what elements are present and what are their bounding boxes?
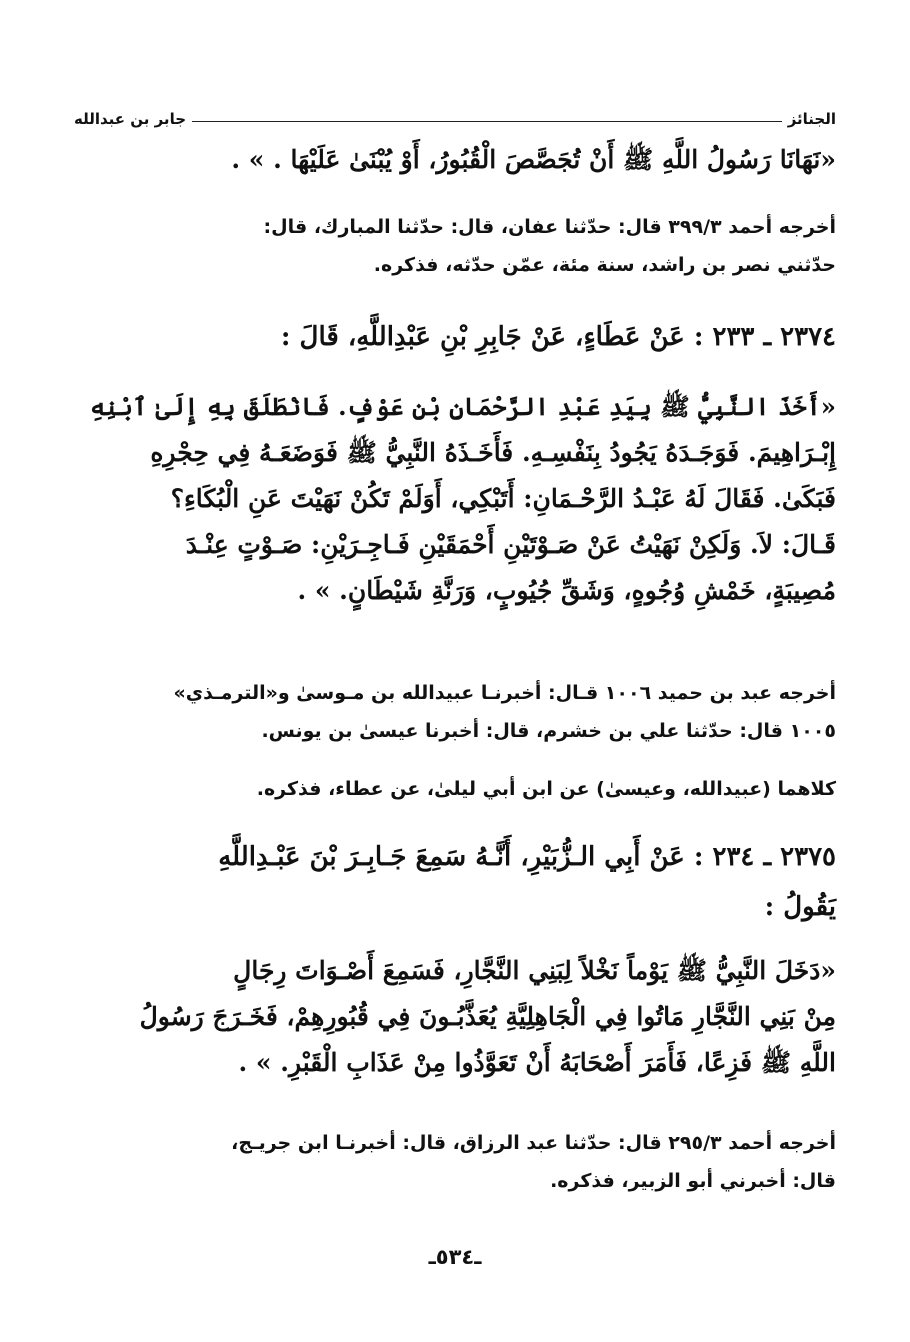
section-title: الجنائز [787,110,836,128]
text-line: مِنْ بَنِي النَّجَّارِ مَاتُوا فِي الْجَاهِلِيَّةِ يُعَذَّبُـونَ فِي قُبُورِهِمْ، فَخَـرَجَ رَسُولُ [139,1002,836,1031]
text-line: ٢٣٧٤ ـ ٢٣٣ : عَنْ عَطَاءٍ، عَنْ جَابِرِ بْنِ عَبْدِاللَّهِ، قَالَ : [280,322,836,352]
hadith-2375-text [74,948,836,1086]
text-line: مُصِيبَةٍ، خَمْشِ وُجُوهٍ، وَشَقِّ جُيُوبٍ، وَرَنَّةِ شَيْطَانٍ. » . [297,576,836,605]
text-line: يَقُولُ : [764,892,836,922]
hadith-2374-heading [74,312,836,362]
text-line: قَـالَ: لاَ. وَلَكِنْ نَهَيْتُ عَنْ صَـوْتَيْنِ أَحْمَقَيْنِ فَـاجِـرَيْنِ: صَـوْتٍ عِنْـدَ [185,530,836,559]
previous-hadith-text [74,138,836,182]
text-line: «أَخَذَ النَّبِيُّ ﷺ بِيَدِ عَبْدِ الرَّحْمَانِ بْنِ عَوْفٍ. فَانْطَلَقَ بِهِ إِلَىٰ ٱبْنِهِ [90,392,836,421]
text-line: حدّثني نصر بن راشد، سنة مئة، عمّن حدّثه، فذكره. [373,254,836,276]
hadith-2374-takhrij-summary [74,770,836,808]
text-line: كلاهما (عبيدالله، وعيسىٰ) عن ابن أبي ليلىٰ، عن عطاء، فذكره. [256,778,836,800]
text-line: قال: أخبرني أبو الزبير، فذكره. [550,1170,836,1192]
text-line: ١٠٠٥ قال: حدّثنا علي بن خشرم، قال: أخبرنا عيسىٰ بن يونس. [261,720,836,742]
hadith-2375-heading [74,832,836,932]
chapter-title: جابر بن عبدالله [74,110,187,128]
header-rule [192,121,782,122]
text-line: اللَّهِ ﷺ فَزِعًا، فَأَمَرَ أَصْحَابَهُ أَنْ تَعَوَّذُوا مِنْ عَذَابِ الْقَبْرِ. » . [238,1048,836,1077]
text-line: فَبَكَىٰ. فَقَالَ لَهُ عَبْـدُ الرَّحْـمَانِ: أَتَبْكِي، أَوَلَمْ تَكُنْ نَهَيْتَ عَنِ الْبُكَاءِ؟ [170,484,836,513]
previous-hadith-takhrij [74,208,836,284]
text-line: أخرجه أحمد ٣٩٩/٣ قال: حدّثنا عفان، قال: حدّثنا المبارك، قال: [263,216,836,238]
text-line: أخرجه أحمد ٢٩٥/٣ قال: حدّثنا عبد الرزاق، قال: أخبرنـا ابن جريـج، [231,1132,836,1154]
hadith-2375-takhrij [74,1124,836,1200]
text-line: «دَخَلَ النَّبِيُّ ﷺ يَوْماً نَخْلاً لِبَنِي النَّجَّارِ، فَسَمِعَ أَصْـوَاتَ رِجَالٍ [233,956,836,985]
running-head [74,104,836,128]
text-line: أخرجه عبد بن حميد ١٠٠٦ قـال: أخبرنـا عبيدالله بن مـوسىٰ و«الترمـذي» [173,682,836,704]
page-number: ـ٥٣٤ـ [428,1245,482,1269]
text-line: «نَهَانَا رَسُولُ اللَّهِ ﷺ أَنْ تُجَصَّصَ الْقُبُورُ، أَوْ يُبْنَىٰ عَلَيْهَا . » . [231,145,836,174]
text-line: ٢٣٧٥ ـ ٢٣٤ : عَنْ أَبِي الـزُّبَيْرِ، أَنَّـهُ سَمِعَ جَـابِـرَ بْنَ عَبْـدِاللَّهِ [218,842,836,872]
hadith-2374-text [74,384,836,614]
hadith-2374-takhrij [74,674,836,750]
text-line: إِبْـرَاهِيمَ. فَوَجَـدَهُ يَجُودُ بِنَفْسِـهِ. فَأَخَـذَهُ النَّبِيُّ ﷺ فَوَضَعَـهُ فِي حِجْرِهِ [150,438,836,467]
